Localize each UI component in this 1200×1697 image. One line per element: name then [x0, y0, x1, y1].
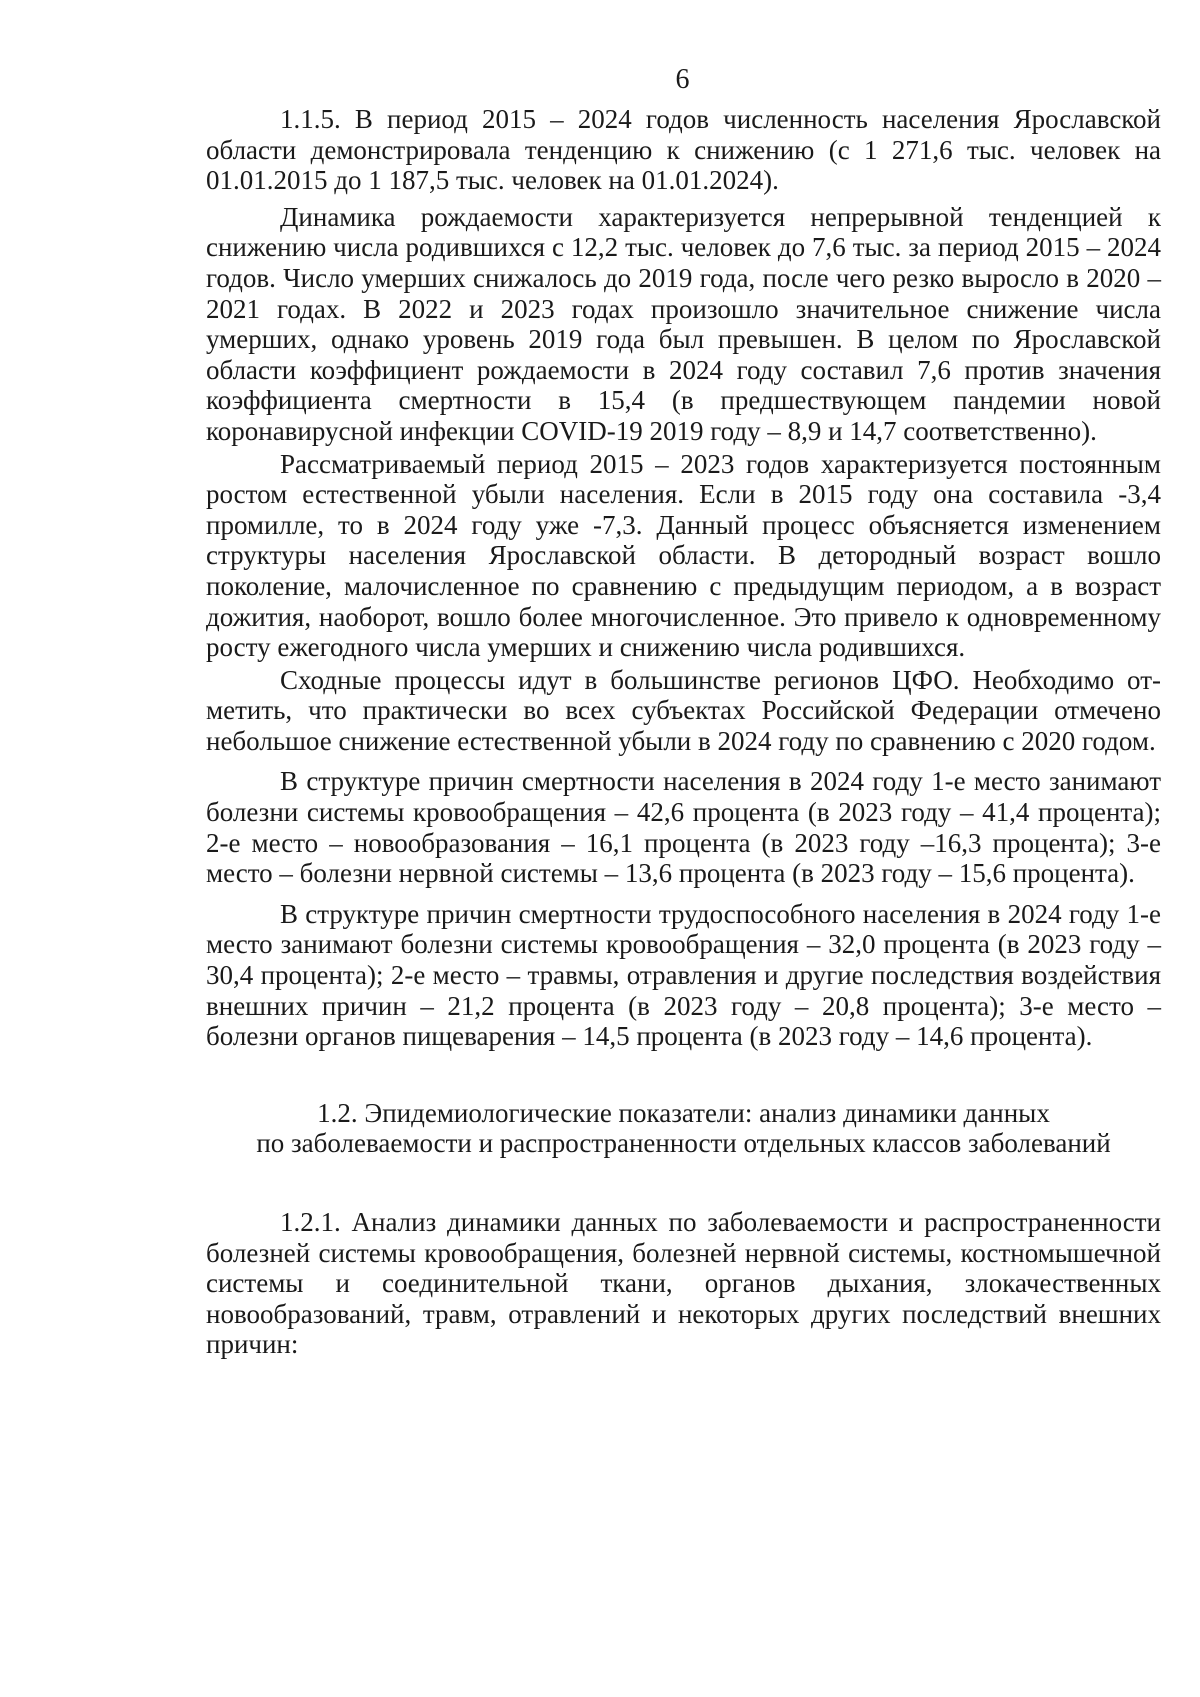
paragraph-cfo-regions: Сходные процессы идут в большинстве регионов ЦФО. Необходимо отметить, что практически во всех субъектах Российской Федерации отмечено небольшое снижение естественной убыли в 2024 году по сравнению с 2020 годом. [206, 664, 1161, 756]
paragraph-mortality-structure: В структуре причин смертности населения в 2024 году 1-е место занимают болезни системы кровообращения – 42,6 процента (в 2023 году – 41,4 процента); 2-е место – новообразования – 16,1 процента (в 2023 году –16,3 процента); 3-е место – болезни нервной системы – 13,6 процента (в 2023 году – 15,6 процента). [206, 766, 1161, 889]
paragraph-birth-death-dynamics: Динамика рождаемости характеризуется непрерывной тенденцией к снижению числа родившихся с 12,2 тыс. человек до 7,6 тыс. за период 2015 – 2024 годов. Число умерших снижалось до 2019 года, после чего резко выросло в 2020 – 2021 годах. В 2022 и 2023 годах произошло значительное снижение числа умерших, однако уровень 2019 года был превышен. В целом по Ярославской области коэффициент рождаемости в 2024 году составил 7,6 против значения коэффициента смертности в 15,4 (в предшествующем пандемии новой коронавирусной инфекции COVID-19 2019 году – 8,9 и 14,7 соответственно). [206, 201, 1161, 446]
paragraph-population-trend: 1.1.5. В период 2015 – 2024 годов численность населения Ярославской области демонстрировала тенденцию к снижению (с 1 271,6 тыс. человек на 01.01.2015 до 1 187,5 тыс. человек на 01.01.2024). [206, 104, 1161, 196]
paragraph-natural-decline: Рассматриваемый период 2015 – 2023 годов характеризуется постоянным ростом естественной убыли населения. Если в 2015 году она составила -3,4 промилле, то в 2024 году уже -7,3. Данный процесс объясняется изменением структуры населения Ярославской области. В детородный возраст вошло поколение, малочисленное по сравнению с предыдущим периодом, а в возраст дожития, наоборот, вошло более многочисленное. Это привело к одновременному росту ежегодного числа умерших и снижению числа родившихся. [206, 448, 1161, 663]
section-heading-line-1: 1.2. Эпидемиологические показатели: анализ динамики данных [317, 1097, 1050, 1128]
paragraph-working-age-mortality: В структуре причин смертности трудоспособного населения в 2024 году 1-е место занимают болезни системы кровообращения – 32,0 процента (в 2023 году – 30,4 процента); 2-е место – травмы, отравления и другие последствия воздействия внешних причин – 21,2 процента (в 2023 году – 20,8 процента); 3-е место – болезни органов пищеварения – 14,5 процента (в 2023 году – 14,6 процента). [206, 898, 1161, 1052]
page-number: 6 [675, 64, 690, 95]
section-heading [206, 1098, 1161, 1159]
section-heading-line-2: по заболеваемости и распространенности отдельных классов заболеваний [256, 1128, 1111, 1159]
paragraph-analysis-intro: 1.2.1. Анализ динамики данных по заболеваемости и распространенности болезней системы кровообращения, болезней нервной системы, костномышечной системы и соединительной ткани, органов дыхания, злокачественных новообразований, травм, отравлений и некоторых других последствий внешних причин: [206, 1207, 1161, 1360]
document-body [206, 104, 1161, 1360]
